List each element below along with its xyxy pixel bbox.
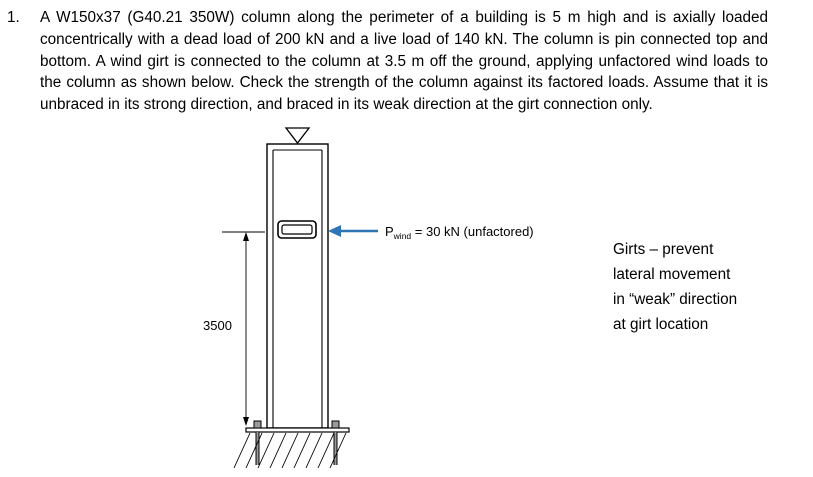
wind-girt — [278, 221, 316, 238]
top-pin-support — [286, 128, 309, 143]
base-plate — [246, 428, 349, 432]
wind-load-label: $P_{wind} = 30$ kN (unfactored) — [385, 224, 534, 241]
problem-text: A W150x37 (G40.21 350W) column along the perimeter of a building is 5 m high and is axially loaded concentrically with a dead load of 200 kN and a live load of 140 kN. The column is pin connected top and bottom. A wind girt is connected to the column at 3.5 m off the ground, applying unfactored wind loads to the column as shown below. Check the strength of the column against its factored loads. Assume that it is unbraced in its strong direction, and braced in its weak direction at the girt connection only. — [40, 9, 768, 114]
wind-girt-inner — [282, 225, 312, 234]
girt-note — [613, 237, 803, 337]
dimension-arrow-bottom — [243, 417, 249, 426]
dimension-arrow-top — [243, 232, 249, 241]
girt-note-line: at girt location — [613, 316, 709, 333]
girt-note-line: lateral movement — [613, 266, 731, 283]
anchor-bolt-right — [332, 421, 339, 428]
girt-note-line: Girts – prevent — [613, 241, 714, 258]
ground-hatch — [234, 433, 346, 468]
anchor-bolt-left — [254, 421, 261, 428]
girt-note-line: in “weak” direction — [613, 291, 738, 308]
column-outline — [267, 144, 328, 428]
wind-load-arrowhead — [328, 225, 341, 237]
problem-number: 1. — [7, 9, 20, 26]
dimension-label: 3500 — [203, 318, 232, 333]
